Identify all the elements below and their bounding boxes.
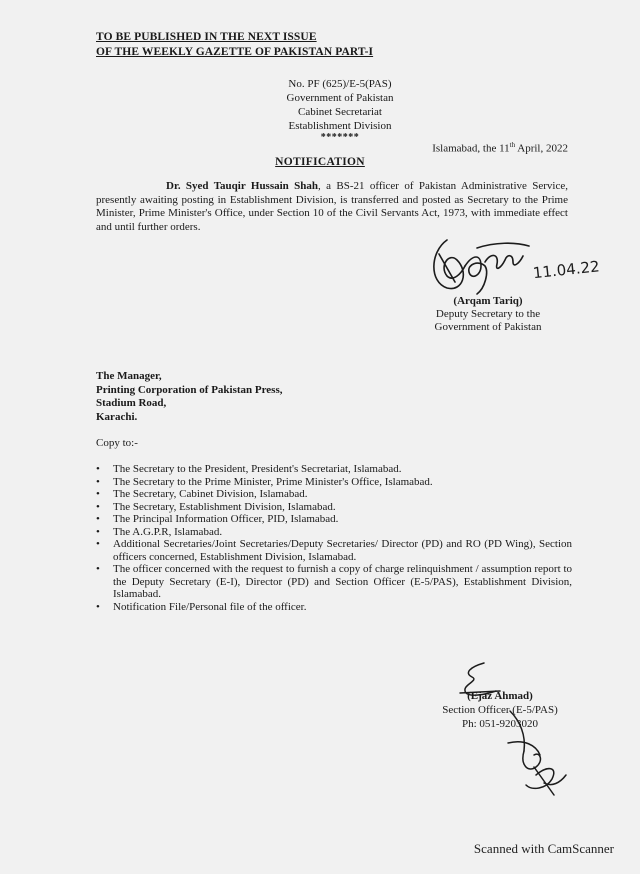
government-name: Government of Pakistan: [286, 92, 394, 104]
copy-to-item: • The Secretary to the President, President's Secretariat, Islamabad.: [96, 463, 572, 476]
signatory-2-name: (Ejaz Ahmad): [467, 690, 533, 702]
header-line-2: OF THE WEEKLY GAZETTE OF PAKISTAN PART-I: [96, 46, 374, 58]
division-name: Establishment Division: [288, 120, 392, 132]
addressee-line-1: The Manager,: [96, 370, 162, 382]
copy-to-item: • The officer concerned with the request to furnish a copy of charge relinquishment / assumption report to the Deputy Secretary (E-I), Director (PD) and Section Officer (E-5/PAS), Establishment Division, Islamabad.: [96, 563, 572, 601]
copy-to-item: • The Secretary to the Prime Minister, Prime Minister's Office, Islamabad.: [96, 476, 572, 489]
signature-arqam-tariq: [425, 232, 605, 302]
date-superscript: th: [509, 141, 516, 149]
date-prefix: Islamabad, the 11: [432, 142, 510, 155]
addressee-line-4: Karachi.: [96, 410, 138, 423]
signatory-1-name: (Arqam Tariq): [453, 295, 523, 307]
separator-stars: *******: [320, 132, 360, 143]
copy-to-label: Copy to:-: [96, 437, 138, 449]
reference-block: [200, 77, 480, 142]
copy-to-list: [96, 463, 572, 613]
reference-number: No. PF (625)/E-5(PAS): [288, 78, 392, 90]
notification-title: NOTIFICATION: [275, 156, 365, 168]
signatory-2-designation: Section Officer (E-5/PAS): [442, 704, 558, 716]
signatory-2-phone: Ph: 051-9203020: [461, 718, 539, 730]
officer-name: Dr. Syed Tauqir Hussain Shah: [166, 180, 319, 192]
addressee-block: [96, 370, 283, 424]
copy-to-item: • The Secretary, Cabinet Division, Islamabad.: [96, 488, 572, 501]
signatory-1: [418, 295, 558, 334]
header-line-1: TO BE PUBLISHED IN THE NEXT ISSUE: [96, 31, 317, 43]
copy-to-item: • Notification File/Personal file of the officer.: [96, 601, 572, 614]
copy-to-item: • The Principal Information Officer, PID, Islamabad.: [96, 513, 572, 526]
copy-to-item: • The A.G.P.R, Islamabad.: [96, 526, 572, 539]
notification-body-text: , a BS-21 officer of Pakistan Administrative Service, presently awaiting posting in Establishment Division, is transferred and posted as Secretary to the Prime Minister, Prime Minister's Office, under Section 10 of the Civil Servants Act, 1973, with immediate effect and until further orders.: [96, 180, 568, 233]
addressee-line-2: Printing Corporation of Pakistan Press,: [96, 383, 283, 396]
addressee-line-3: Stadium Road,: [96, 397, 167, 409]
signatory-1-designation-2: Government of Pakistan: [434, 321, 542, 333]
copy-to-item: • The Secretary, Establishment Division, Islamabad.: [96, 501, 572, 514]
copy-to-item: • Additional Secretaries/Joint Secretaries/Deputy Secretaries/ Director (PD) and RO (PD Wing), Section officers concerned, Establishment Division, Islamabad.: [96, 538, 572, 563]
signature-ejaz-ahmad: [440, 655, 600, 815]
scanner-watermark: Scanned with CamScanner: [473, 841, 614, 856]
secretariat-name: Cabinet Secretariat: [298, 106, 382, 118]
notification-body: [96, 180, 568, 234]
issue-date: [432, 141, 568, 155]
date-suffix: April, 2022: [515, 142, 568, 155]
gazette-header: [96, 30, 373, 60]
signatory-2: [400, 689, 600, 731]
signatory-1-designation-1: Deputy Secretary to the: [435, 308, 541, 320]
signature-handwritten-date: 11.04.22: [532, 257, 601, 283]
